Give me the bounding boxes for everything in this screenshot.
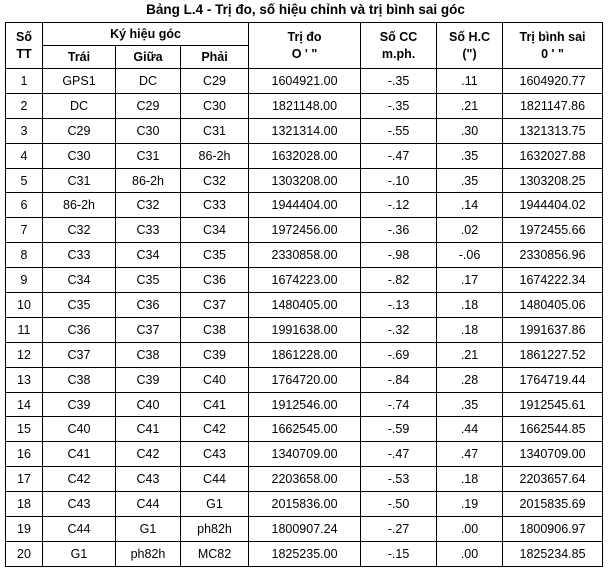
cell-right-point: C38 xyxy=(181,317,249,342)
cell-cc: -.74 xyxy=(361,392,437,417)
cell-left-point: C36 xyxy=(43,317,116,342)
cell-cc: -.50 xyxy=(361,492,437,517)
cell-adjusted: 1632027.88 xyxy=(503,143,603,168)
header-hc-line1: Số H.C xyxy=(449,29,491,44)
cell-hc: .02 xyxy=(437,218,503,243)
cell-right-point: C30 xyxy=(181,93,249,118)
cell-adjusted: 1321313.75 xyxy=(503,118,603,143)
cell-stt: 15 xyxy=(6,417,43,442)
cell-adjusted: 1944404.02 xyxy=(503,193,603,218)
cell-stt: 10 xyxy=(6,293,43,318)
cell-cc: -.15 xyxy=(361,541,437,566)
cell-right-point: C41 xyxy=(181,392,249,417)
cell-middle-point: C38 xyxy=(116,342,181,367)
cell-stt: 8 xyxy=(6,243,43,268)
cell-hc: .21 xyxy=(437,342,503,367)
table-row xyxy=(6,342,603,367)
cell-left-point: 86-2h xyxy=(43,193,116,218)
header-cc xyxy=(361,23,437,69)
cell-right-point: C32 xyxy=(181,168,249,193)
cell-right-point: C44 xyxy=(181,467,249,492)
cell-adjusted: 1912545.61 xyxy=(503,392,603,417)
table-row xyxy=(6,243,603,268)
table-row xyxy=(6,317,603,342)
cell-left-point: C31 xyxy=(43,168,116,193)
cell-measured: 1674223.00 xyxy=(249,268,361,293)
cell-adjusted: 1821147.86 xyxy=(503,93,603,118)
cell-measured: 2015836.00 xyxy=(249,492,361,517)
cell-cc: -.98 xyxy=(361,243,437,268)
table-row xyxy=(6,93,603,118)
cell-middle-point: C32 xyxy=(116,193,181,218)
cell-adjusted: 1662544.85 xyxy=(503,417,603,442)
header-hc xyxy=(437,23,503,69)
cell-stt: 16 xyxy=(6,442,43,467)
cell-middle-point: C30 xyxy=(116,118,181,143)
header-right: Phải xyxy=(181,46,249,69)
cell-adjusted: 1340709.00 xyxy=(503,442,603,467)
cell-stt: 18 xyxy=(6,492,43,517)
table-row xyxy=(6,118,603,143)
cell-middle-point: C35 xyxy=(116,268,181,293)
header-measured xyxy=(249,23,361,69)
cell-hc: .28 xyxy=(437,367,503,392)
cell-adjusted: 1303208.25 xyxy=(503,168,603,193)
cell-cc: -.69 xyxy=(361,342,437,367)
cell-measured: 1991638.00 xyxy=(249,317,361,342)
table-row xyxy=(6,442,603,467)
cell-left-point: C40 xyxy=(43,417,116,442)
cell-right-point: C39 xyxy=(181,342,249,367)
cell-right-point: C43 xyxy=(181,442,249,467)
header-adjusted-line2: 0 ' " xyxy=(541,46,564,61)
cell-stt: 11 xyxy=(6,317,43,342)
cell-left-point: C33 xyxy=(43,243,116,268)
cell-right-point: C36 xyxy=(181,268,249,293)
cell-measured: 1972456.00 xyxy=(249,218,361,243)
cell-measured: 1604921.00 xyxy=(249,69,361,94)
cell-stt: 14 xyxy=(6,392,43,417)
cell-cc: -.84 xyxy=(361,367,437,392)
cell-stt: 13 xyxy=(6,367,43,392)
cell-cc: -.27 xyxy=(361,517,437,542)
cell-middle-point: C43 xyxy=(116,467,181,492)
cell-measured: 1800907.24 xyxy=(249,517,361,542)
cell-left-point: C44 xyxy=(43,517,116,542)
cell-hc: .35 xyxy=(437,143,503,168)
cell-adjusted: 2330856.96 xyxy=(503,243,603,268)
cell-stt: 17 xyxy=(6,467,43,492)
header-measured-line2: O ' " xyxy=(291,46,318,61)
cell-stt: 12 xyxy=(6,342,43,367)
header-measured-line1: Trị đo xyxy=(287,29,322,44)
table-row xyxy=(6,268,603,293)
cell-right-point: C40 xyxy=(181,367,249,392)
cell-measured: 1303208.00 xyxy=(249,168,361,193)
table-row xyxy=(6,293,603,318)
table-row xyxy=(6,517,603,542)
cell-right-point: C33 xyxy=(181,193,249,218)
cell-hc: .00 xyxy=(437,541,503,566)
cell-middle-point: C44 xyxy=(116,492,181,517)
cell-stt: 5 xyxy=(6,168,43,193)
cell-stt: 19 xyxy=(6,517,43,542)
cell-hc: .30 xyxy=(437,118,503,143)
cell-stt: 2 xyxy=(6,93,43,118)
header-angle-symbol-group: Ký hiệu góc xyxy=(43,23,249,46)
cell-hc: .35 xyxy=(437,168,503,193)
cell-right-point: C37 xyxy=(181,293,249,318)
cell-middle-point: C34 xyxy=(116,243,181,268)
cell-adjusted: 1825234.85 xyxy=(503,541,603,566)
cell-middle-point: G1 xyxy=(116,517,181,542)
cell-left-point: DC xyxy=(43,93,116,118)
cell-hc: .18 xyxy=(437,293,503,318)
cell-right-point: C31 xyxy=(181,118,249,143)
cell-measured: 1764720.00 xyxy=(249,367,361,392)
cell-adjusted: 1972455.66 xyxy=(503,218,603,243)
cell-middle-point: C33 xyxy=(116,218,181,243)
cell-hc: .18 xyxy=(437,467,503,492)
cell-measured: 1821148.00 xyxy=(249,93,361,118)
cell-adjusted: 1764719.44 xyxy=(503,367,603,392)
cell-measured: 2330858.00 xyxy=(249,243,361,268)
cell-middle-point: C31 xyxy=(116,143,181,168)
table-row xyxy=(6,392,603,417)
cell-cc: -.55 xyxy=(361,118,437,143)
table-row xyxy=(6,168,603,193)
cell-middle-point: C37 xyxy=(116,317,181,342)
cell-adjusted: 1861227.52 xyxy=(503,342,603,367)
cell-right-point: MC82 xyxy=(181,541,249,566)
cell-measured: 1662545.00 xyxy=(249,417,361,442)
cell-left-point: C37 xyxy=(43,342,116,367)
cell-right-point: C34 xyxy=(181,218,249,243)
cell-measured: 1912546.00 xyxy=(249,392,361,417)
header-middle: Giữa xyxy=(116,46,181,69)
header-stt-line1: Số xyxy=(16,29,32,44)
table-row xyxy=(6,143,603,168)
cell-adjusted: 2015835.69 xyxy=(503,492,603,517)
cell-cc: -.47 xyxy=(361,143,437,168)
cell-left-point: C32 xyxy=(43,218,116,243)
cell-stt: 4 xyxy=(6,143,43,168)
cell-left-point: C43 xyxy=(43,492,116,517)
header-cc-line2: m.ph. xyxy=(381,46,416,61)
cell-stt: 6 xyxy=(6,193,43,218)
table-header xyxy=(6,23,603,69)
cell-middle-point: DC xyxy=(116,69,181,94)
table-row xyxy=(6,541,603,566)
table-row xyxy=(6,367,603,392)
table-row xyxy=(6,492,603,517)
cell-hc: .21 xyxy=(437,93,503,118)
cell-stt: 20 xyxy=(6,541,43,566)
cell-stt: 9 xyxy=(6,268,43,293)
header-cc-line1: Số CC xyxy=(379,29,418,44)
cell-left-point: C42 xyxy=(43,467,116,492)
table-row xyxy=(6,417,603,442)
cell-measured: 1825235.00 xyxy=(249,541,361,566)
cell-cc: -.12 xyxy=(361,193,437,218)
cell-cc: -.35 xyxy=(361,69,437,94)
cell-middle-point: C36 xyxy=(116,293,181,318)
header-left: Trái xyxy=(43,46,116,69)
cell-left-point: C39 xyxy=(43,392,116,417)
cell-adjusted: 1604920.77 xyxy=(503,69,603,94)
cell-left-point: C29 xyxy=(43,118,116,143)
cell-hc: .19 xyxy=(437,492,503,517)
cell-cc: -.36 xyxy=(361,218,437,243)
cell-measured: 1944404.00 xyxy=(249,193,361,218)
cell-right-point: C42 xyxy=(181,417,249,442)
cell-cc: -.59 xyxy=(361,417,437,442)
cell-left-point: C35 xyxy=(43,293,116,318)
cell-measured: 2203658.00 xyxy=(249,467,361,492)
cell-hc: .44 xyxy=(437,417,503,442)
cell-middle-point: C42 xyxy=(116,442,181,467)
cell-right-point: G1 xyxy=(181,492,249,517)
cell-adjusted: 1674222.34 xyxy=(503,268,603,293)
header-stt-line2: TT xyxy=(16,46,32,61)
cell-left-point: C30 xyxy=(43,143,116,168)
cell-left-point: C38 xyxy=(43,367,116,392)
cell-measured: 1632028.00 xyxy=(249,143,361,168)
cell-cc: -.10 xyxy=(361,168,437,193)
cell-hc: .18 xyxy=(437,317,503,342)
cell-hc: .11 xyxy=(437,69,503,94)
cell-cc: -.32 xyxy=(361,317,437,342)
cell-hc: .00 xyxy=(437,517,503,542)
cell-measured: 1321314.00 xyxy=(249,118,361,143)
cell-adjusted: 1800906.97 xyxy=(503,517,603,542)
table-row xyxy=(6,218,603,243)
header-stt xyxy=(6,23,43,69)
header-hc-line2: (") xyxy=(462,46,477,61)
cell-measured: 1340709.00 xyxy=(249,442,361,467)
cell-middle-point: C40 xyxy=(116,392,181,417)
cell-hc: .47 xyxy=(437,442,503,467)
cell-cc: -.82 xyxy=(361,268,437,293)
cell-cc: -.47 xyxy=(361,442,437,467)
cell-middle-point: 86-2h xyxy=(116,168,181,193)
table-row xyxy=(6,69,603,94)
cell-stt: 7 xyxy=(6,218,43,243)
cell-middle-point: C41 xyxy=(116,417,181,442)
cell-stt: 3 xyxy=(6,118,43,143)
cell-adjusted: 2203657.64 xyxy=(503,467,603,492)
cell-cc: -.53 xyxy=(361,467,437,492)
cell-left-point: GPS1 xyxy=(43,69,116,94)
table-row xyxy=(6,193,603,218)
cell-right-point: ph82h xyxy=(181,517,249,542)
cell-right-point: 86-2h xyxy=(181,143,249,168)
cell-adjusted: 1991637.86 xyxy=(503,317,603,342)
angle-adjustment-table xyxy=(5,22,603,567)
cell-right-point: C35 xyxy=(181,243,249,268)
table-caption: Bảng L.4 - Trị đo, số hiệu chỉnh và trị bình sai góc xyxy=(146,2,465,17)
cell-left-point: C34 xyxy=(43,268,116,293)
cell-measured: 1480405.00 xyxy=(249,293,361,318)
cell-right-point: C29 xyxy=(181,69,249,94)
cell-stt: 1 xyxy=(6,69,43,94)
table-row xyxy=(6,467,603,492)
cell-hc: .17 xyxy=(437,268,503,293)
cell-hc: .35 xyxy=(437,392,503,417)
cell-cc: -.13 xyxy=(361,293,437,318)
cell-left-point: G1 xyxy=(43,541,116,566)
cell-hc: -.06 xyxy=(437,243,503,268)
cell-middle-point: ph82h xyxy=(116,541,181,566)
cell-hc: .14 xyxy=(437,193,503,218)
cell-measured: 1861228.00 xyxy=(249,342,361,367)
cell-left-point: C41 xyxy=(43,442,116,467)
cell-cc: -.35 xyxy=(361,93,437,118)
header-adjusted xyxy=(503,23,603,69)
cell-middle-point: C39 xyxy=(116,367,181,392)
table-body xyxy=(6,69,603,567)
cell-adjusted: 1480405.06 xyxy=(503,293,603,318)
cell-middle-point: C29 xyxy=(116,93,181,118)
header-adjusted-line1: Trị bình sai xyxy=(519,29,586,44)
